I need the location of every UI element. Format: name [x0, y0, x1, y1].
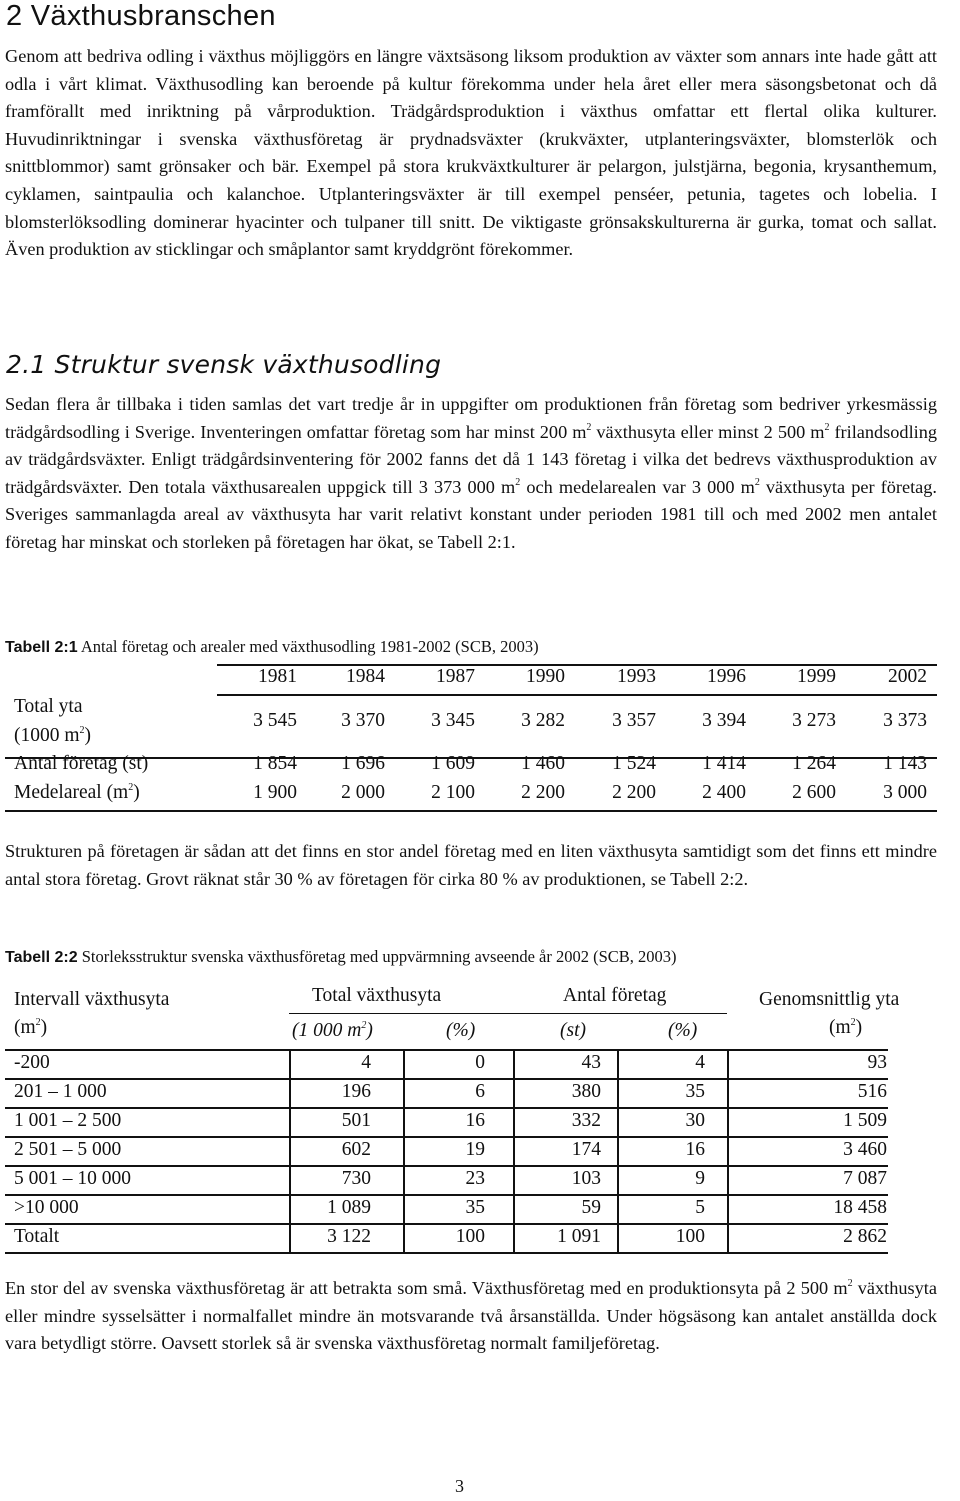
- table1-cell: 2 600: [792, 782, 836, 803]
- table2-cell: 4: [361, 1052, 371, 1073]
- table1-row-total-unit: (1000 $m^2$): [14, 725, 92, 746]
- table2-cell: 3 122: [327, 1226, 371, 1247]
- table2-rule: [5, 1049, 888, 1051]
- table1-cell: 3 545: [253, 710, 297, 731]
- table2-cell: 1 091: [557, 1226, 601, 1247]
- table1-year-0: 1981: [258, 666, 297, 687]
- table2-cell: 4: [695, 1052, 705, 1073]
- table2-rule: [5, 1194, 888, 1196]
- table2-cell: 1 509: [843, 1110, 887, 1131]
- table1-year-2: 1987: [436, 666, 475, 687]
- table2-cell: 380: [571, 1081, 601, 1102]
- table2-cell: 196: [341, 1081, 371, 1102]
- table2-cell: 23: [465, 1168, 485, 1189]
- table1-year-4: 1993: [617, 666, 656, 687]
- table2-cell: 16: [465, 1110, 485, 1131]
- table1-cell: 3 273: [792, 710, 836, 731]
- table1-cell: 3 357: [612, 710, 656, 731]
- table2-caption: [5, 947, 677, 967]
- table2-rule: [5, 1165, 888, 1167]
- table2-cell: 35: [465, 1197, 485, 1218]
- table2-cell: 103: [571, 1168, 601, 1189]
- table1-cell: 2 000: [341, 782, 385, 803]
- table2-header-interval-unit: $(m^2)$: [14, 1017, 48, 1038]
- structure-paragraph: Sedan flera år tillbaka i tiden samlas det vart tredje år in uppgifter om produktionen från företag som bedriver yrkesmässig trädgårdsodling i Sverige. Inventeringen omfattar företag som har minst 200 $m^2$ växthusyta eller minst 2 500 $m^2$ frilandsodling av trädgårdsväxter. Enligt trädgårdsinventering för 2002 fanns det då 1 143 företag i vilka det bedrevs växthusproduktion av trädgårdsväxter. Den totala växthusarealen uppgick till 3 373 000 $m^2$ och medelarealen var 3 000 $m^2$ växthusyta per företag. Sveriges sammanlagda areal av växthusyta har varit relativt konstant under perioden 1981 till och med 2002 men antalet företag har minskat och storleken på företagen har ökat, se Tabell 2:1.: [5, 394, 938, 552]
- table1-cell: 1 460: [521, 753, 565, 774]
- table2-label: Tabell 2:2: [5, 949, 78, 966]
- table1-caption-text: Antal företag och arealer med växthusodling 1981-2002 (SCB, 2003): [77, 637, 539, 656]
- table1-cell: 3 373: [883, 710, 927, 731]
- table2-row-label: -200: [14, 1052, 50, 1073]
- table2-cell: 7 087: [843, 1168, 887, 1189]
- table2-cell: 516: [857, 1081, 887, 1102]
- table2-rule: [5, 1223, 888, 1225]
- table2-cell: 100: [675, 1226, 705, 1247]
- table1-cell: 3 370: [341, 710, 385, 731]
- table2-cell: 5: [695, 1197, 705, 1218]
- table1-cell: 1 900: [253, 782, 297, 803]
- table2-cell: 100: [455, 1226, 485, 1247]
- table2-row-label: >10 000: [14, 1197, 79, 1218]
- table2-cell: 30: [685, 1110, 705, 1131]
- table2-cell: 0: [475, 1052, 485, 1073]
- table2-cell: 6: [475, 1081, 485, 1102]
- table1-cell: 3 000: [883, 782, 927, 803]
- table2-header-mean-unit: $(m^2)$: [829, 1017, 863, 1038]
- table2-cell: 18 458: [833, 1197, 887, 1218]
- page-number: 3: [455, 1476, 464, 1496]
- table2-rule: [5, 1252, 888, 1254]
- table2-header-antal: Antal företag: [563, 985, 667, 1006]
- table2-cell: 3 460: [843, 1139, 887, 1160]
- small-companies-paragraph: En stor del av svenska växthusföretag är att betrakta som små. Växthusföretag med en produktionsyta på 2 500 $m^2$ växthusyta eller mindre sysselsätter i normalfallet mindre än motsvarande två årsanställda. Under högsäsong kan antalet anställda dock vara betydligt större. Oavsett storlek så är svenska växthusföretag normalt familjeföretag.: [5, 1278, 937, 1354]
- table1-row-total-label: Total yta: [14, 696, 83, 717]
- table1-cell: 3 282: [521, 710, 565, 731]
- table2-sub-st: (st): [560, 1020, 586, 1041]
- intro-paragraph: Genom att bedriva odling i växthus möjliggörs en längre växtsäsong liksom produktion av växter som annars inte hade gått att odla i vårt klimat. Växthusodling kan beroende på kultur förekomma under hela året eller mera säsongsbetonat och då framförallt med inriktning på vårproduktion. Trädgårdsproduktion i växthus omfattar ett flertal olika kulturer. Huvudinriktningar i svenska växthusföretag är prydnadsväxter (krukväxter, utplanteringsväxter, blomsterlök och snittblommor) samt grönsaker och bär. Exempel på stora krukväxtkulturer är pelargon, julstjärna, begonia, krysanthemum, cyklamen, saintpaulia och kalanchoe. Utplanteringsväxter är till exempel penséer, petunia, tagetes och lobelia. I blomsterlöksodling dominerar hyacinter och tulpaner till snitt. De viktigaste grönsakskulturerna är gurka, tomat och sallat. Även produktion av sticklingar och småplantor samt kryddgrönt förekommer.: [5, 46, 937, 260]
- table2-sub-pct2: (%): [668, 1020, 698, 1041]
- table2-cell: 501: [341, 1110, 371, 1131]
- table2-caption-text: Storleksstruktur svenska växthusföretag med uppvärmning avseende år 2002 (SCB, 2003): [77, 947, 677, 966]
- table1-cell: 3 394: [702, 710, 746, 731]
- table1-cell: 2 100: [431, 782, 475, 803]
- table1-cell: 1 264: [792, 753, 836, 774]
- table1-year-1: 1984: [346, 666, 385, 687]
- table2-row-label: 2 501 – 5 000: [14, 1139, 122, 1160]
- table2-cell: 43: [581, 1052, 601, 1073]
- table2-row-label: 5 001 – 10 000: [14, 1168, 131, 1189]
- table1-year-7: 2002: [888, 666, 927, 687]
- table2-header-interval: Intervall växthusyta: [14, 989, 170, 1010]
- table2-cell: 174: [571, 1139, 601, 1160]
- table2-rule: [5, 1136, 888, 1138]
- table2-header-total: Total växthusyta: [312, 985, 442, 1006]
- table2-cell: 19: [465, 1139, 485, 1160]
- table1-cell: 2 200: [612, 782, 656, 803]
- company-structure-paragraph: Strukturen på företagen är sådan att det finns en stor andel företag med en liten växthusyta samtidigt som det finns ett mindre antal stora företag. Grovt räknat står 30 % av företagen för cirka 80 % av produktionen, se Tabell 2:2.: [5, 841, 937, 889]
- table1-year-5: 1996: [707, 666, 746, 687]
- table2-cell: 9: [695, 1168, 705, 1189]
- table1-row-antal-label: Antal företag (st): [14, 753, 149, 774]
- table1-label: Tabell 2:1: [5, 639, 78, 656]
- table2-row-label: 201 – 1 000: [14, 1081, 107, 1102]
- table2-cell: 2 862: [843, 1226, 887, 1247]
- table1-year-6: 1999: [797, 666, 836, 687]
- table1-cell: 1 143: [883, 753, 927, 774]
- table2-cell: 602: [341, 1139, 371, 1160]
- table1-cell: 1 524: [612, 753, 656, 774]
- table1-cell: 1 696: [341, 753, 385, 774]
- table2-cell: 16: [685, 1139, 705, 1160]
- table2-sub-area: (1 000 $m^2$): [292, 1020, 373, 1041]
- table2-row-label: 1 001 – 2 500: [14, 1110, 122, 1131]
- table2-rule: [5, 1107, 888, 1109]
- table1-cell: 3 345: [431, 710, 475, 731]
- table2-sub-pct1: (%): [446, 1020, 476, 1041]
- table2-cell: 1 089: [327, 1197, 371, 1218]
- table1-cell: 2 200: [521, 782, 565, 803]
- table2-row-label: Totalt: [14, 1226, 60, 1247]
- chapter-heading: 2 Växthusbranschen: [6, 0, 276, 32]
- table2-cell: 730: [341, 1168, 371, 1189]
- table1-cell: 2 400: [702, 782, 746, 803]
- table1-cell: 1 854: [253, 753, 297, 774]
- table2-cell: 59: [581, 1197, 601, 1218]
- table1-year-rule: [217, 694, 937, 696]
- table1-caption: [5, 637, 539, 657]
- table2-rule: [5, 1078, 888, 1080]
- table1-row-medel-label: Medelareal $(m^2)$: [14, 782, 140, 803]
- table1-bottom-rule: [5, 810, 937, 812]
- table2-group-rule: [289, 1013, 727, 1014]
- table2-cell: 332: [571, 1110, 601, 1131]
- table1-cell: 1 414: [702, 753, 746, 774]
- table1-year-3: 1990: [526, 666, 565, 687]
- table2-cell: 93: [867, 1052, 887, 1073]
- table2-cell: 35: [685, 1081, 705, 1102]
- table2-header-mean: Genomsnittlig yta: [759, 989, 900, 1010]
- table1-cell: 1 609: [431, 753, 475, 774]
- section-heading: 2.1 Struktur svensk växthusodling: [6, 350, 442, 379]
